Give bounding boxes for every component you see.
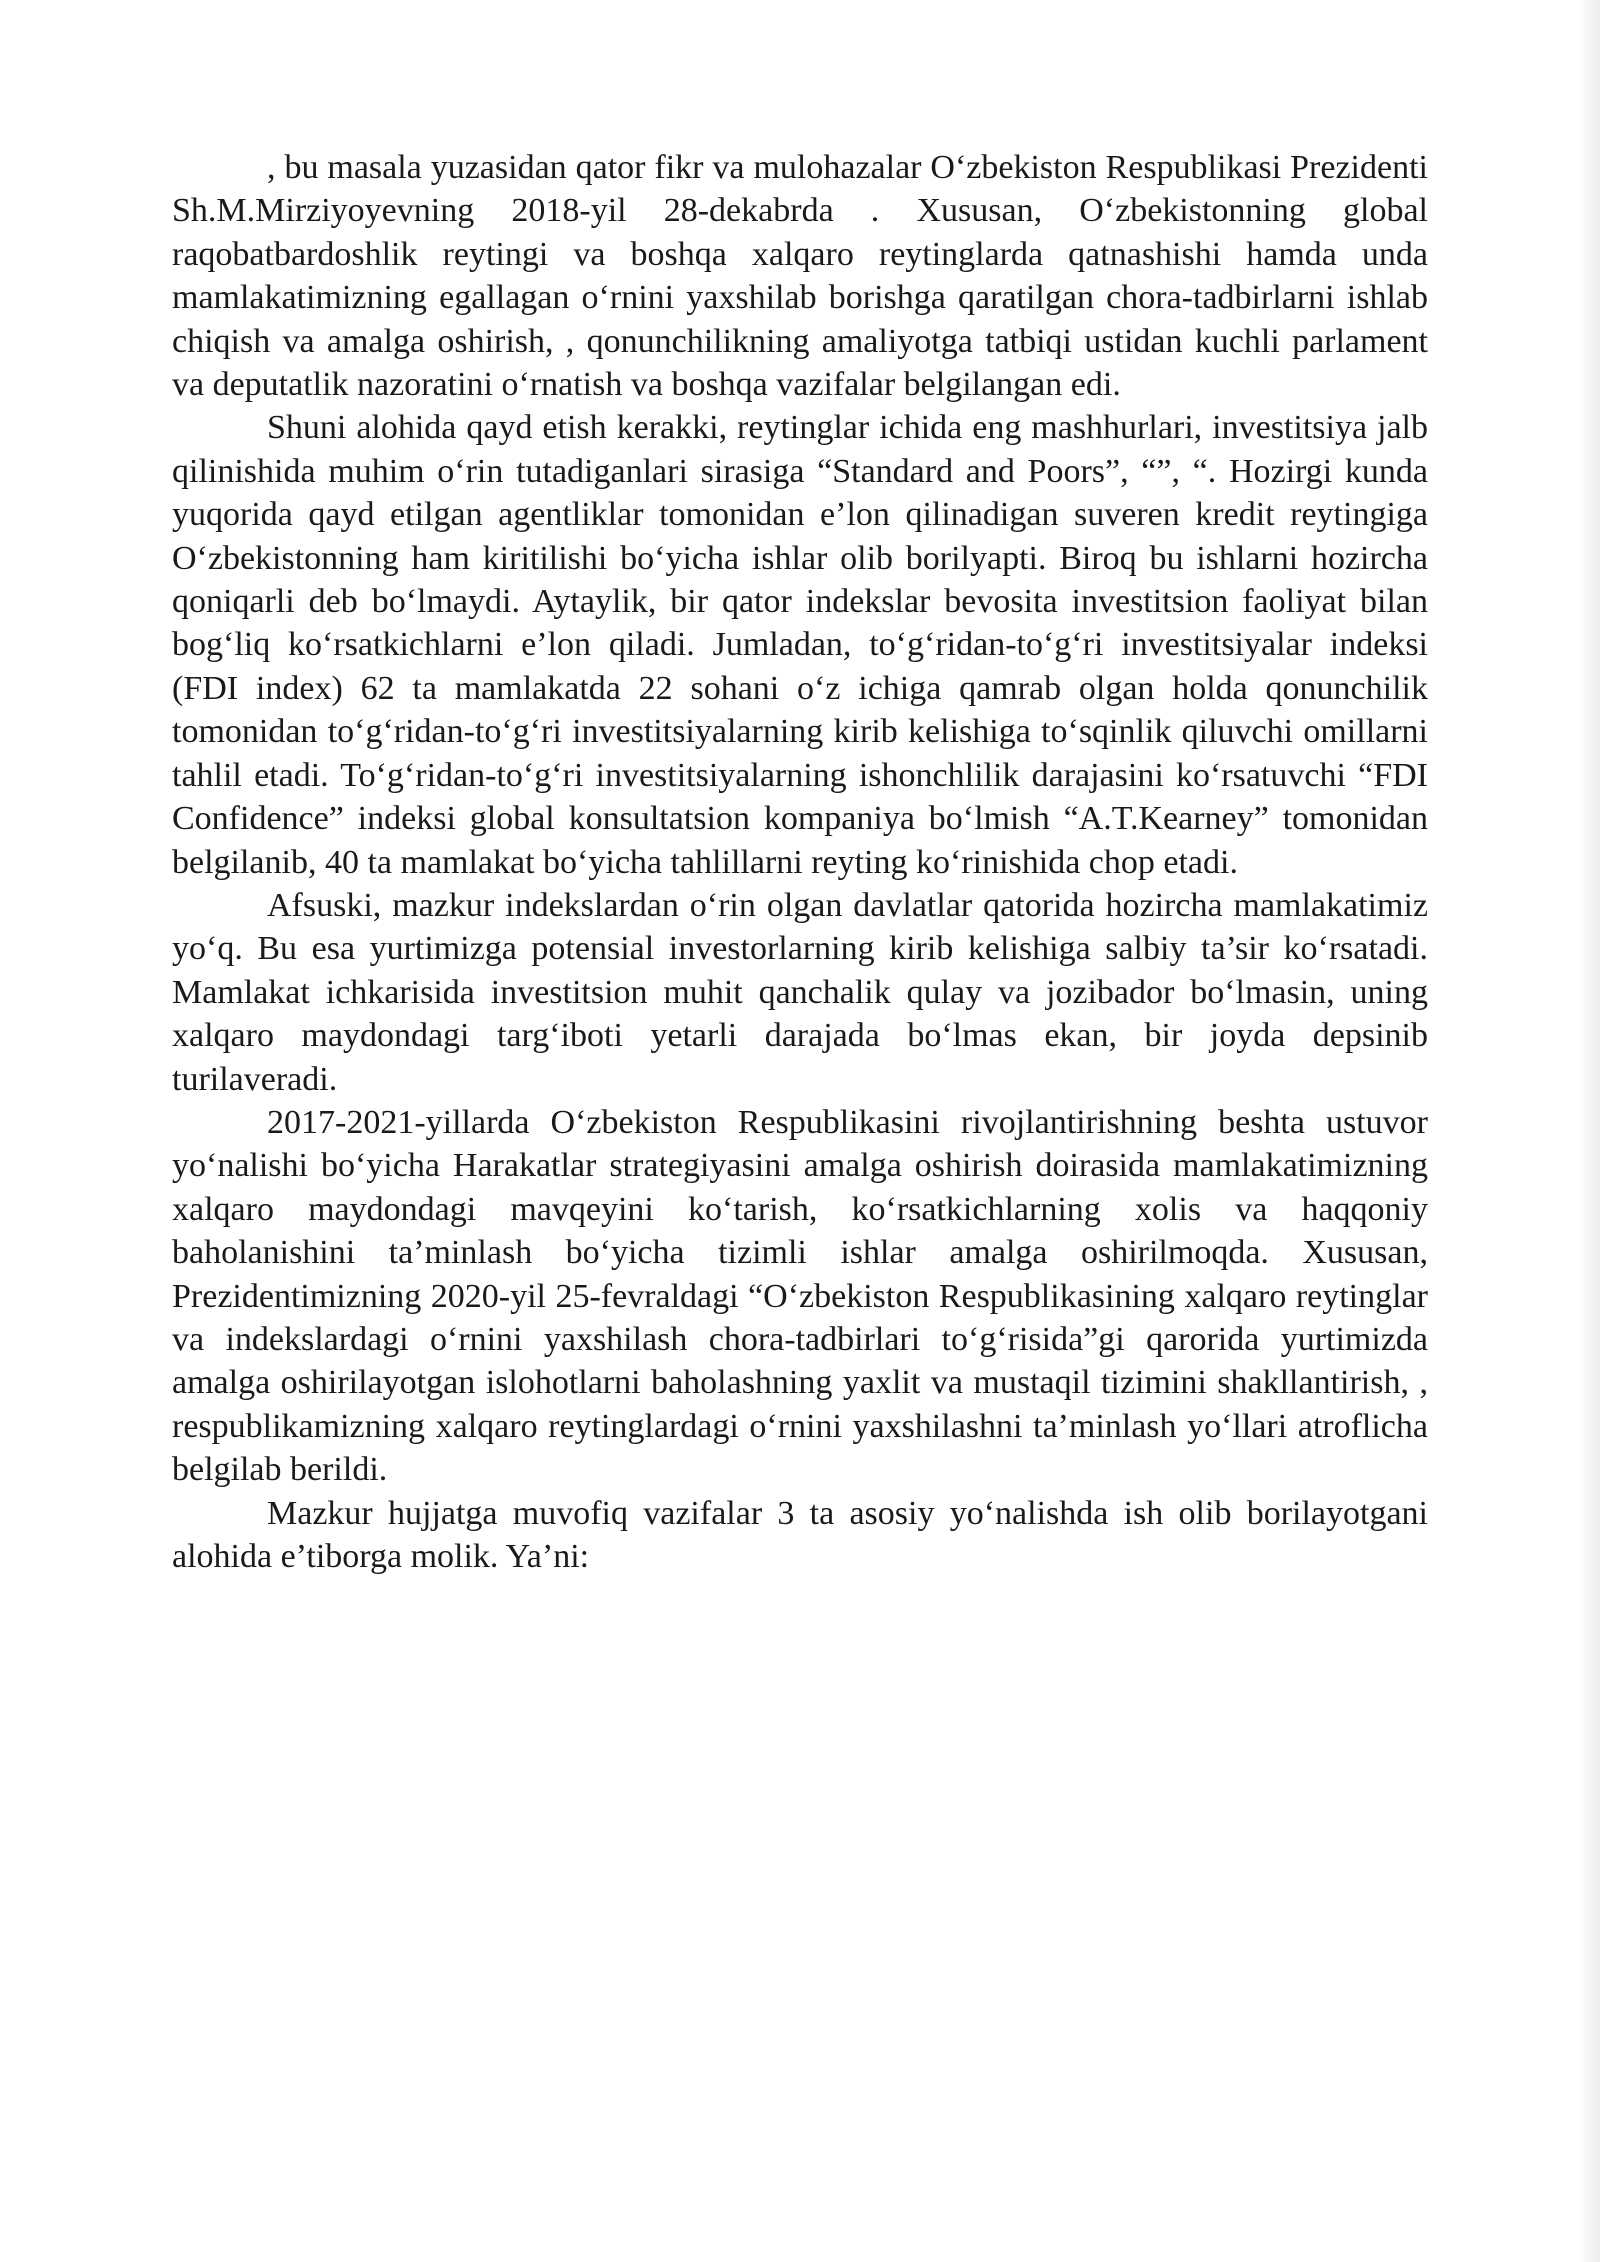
paragraph-2: Shuni alohida qayd etish kerakki, reytinglar ichida eng mashhurlari, investitsiya jalb qilinishida muhim o‘rin tutadiganlari sirasiga “Standard and Poors”, “”, “. Hozirgi kunda yuqorida qayd etilgan agentliklar tomonidan e’lon qilinadigan suveren kredit reytingiga O‘zbekistonning ham kiritilishi bo‘yicha ishlar olib borilyapti. Biroq bu ishlarni hozircha qoniqarli deb bo‘lmaydi. Aytaylik, bir qator indekslar bevosita investitsion faoliyat bilan bog‘liq ko‘rsatkichlarni e’lon qiladi. Jumladan, to‘g‘ridan-to‘g‘ri investitsiyalar indeksi (FDI index) 62 ta mamlakatda 22 sohani o‘z ichiga qamrab olgan holda qonunchilik tomonidan to‘g‘ridan-to‘g‘ri investitsiyalarning kirib kelishiga to‘sqinlik qiluvchi omillarni tahlil etadi. To‘g‘ridan-to‘g‘ri investitsiyalarning ishonchlilik darajasini ko‘rsatuvchi “FDI Confidence” indeksi global konsultatsion kompaniya bo‘lmish “A.T.Kearney” tomonidan belgilanib, 40 ta mamlakat bo‘yicha tahlillarni reyting ko‘rinishida chop etadi. bbox=[172, 409, 1428, 881]
paragraph-1: , bu masala yuzasidan qator fikr va mulohazalar O‘zbekiston Respublikasi Prezidenti Sh.M.Mirziyoyevning 2018-yil 28-dekabrda . Xususan, O‘zbekistonning global raqobatbardoshlik reytingi va boshqa xalqaro reytinglarda qatnashishi hamda unda mamlakatimizning egallagan o‘rnini yaxshilab borishga qaratilgan chora-tadbirlarni ishlab chiqish va amalga oshirish, , qonunchilikning amaliyotga tatbiqi ustidan kuchli parlament va deputatlik nazoratini o‘rnatish va boshqa vazifalar belgilangan edi. bbox=[172, 149, 1428, 404]
paragraph-3: Afsuski, mazkur indekslardan o‘rin olgan davlatlar qatorida hozircha mamlakatimiz yo‘q. Bu esa yurtimizga potensial investorlarning kirib kelishiga salbiy ta’sir ko‘rsatadi. Mamlakat ichkarisida investitsion muhit qanchalik qulay va jozibador bo‘lmasin, uning xalqaro maydondagi targ‘iboti yetarli darajada bo‘lmas ekan, bir joyda depsinib turilaveradi. bbox=[172, 886, 1428, 1098]
paragraph-4: 2017-2021-yillarda O‘zbekiston Respublikasini rivojlantirishning beshta ustuvor yo‘nalishi bo‘yicha Harakatlar strategiyasini amalga oshirish doirasida mamlakatimizning xalqaro maydondagi mavqeyini ko‘tarish, ko‘rsatkichlarning xolis va haqqoniy baholanishini ta’minlash bo‘yicha tizimli ishlar amalga oshirilmoqda. Xususan, Prezidentimizning 2020-yil 25-fevraldagi “O‘zbekiston Respublikasining xalqaro reytinglar va indekslardagi o‘rnini yaxshilash chora-tadbirlari to‘g‘risida”gi qarorida yurtimizda amalga oshirilayotgan islohotlarni baholashning yaxlit va mustaqil tizimini shakllantirish, , respublikamizning xalqaro reytinglardagi o‘rnini yaxshilashni ta’minlash yo‘llari atroflicha belgilab berildi. bbox=[172, 1103, 1428, 1489]
paragraph-5: Mazkur hujjatga muvofiq vazifalar 3 ta asosiy yo‘nalishda ish olib borilayotgani alohida e’tiborga molik. Ya’ni: bbox=[172, 1494, 1428, 1575]
page-edge-shadow bbox=[1578, 0, 1600, 2262]
document-body bbox=[172, 146, 1428, 1578]
